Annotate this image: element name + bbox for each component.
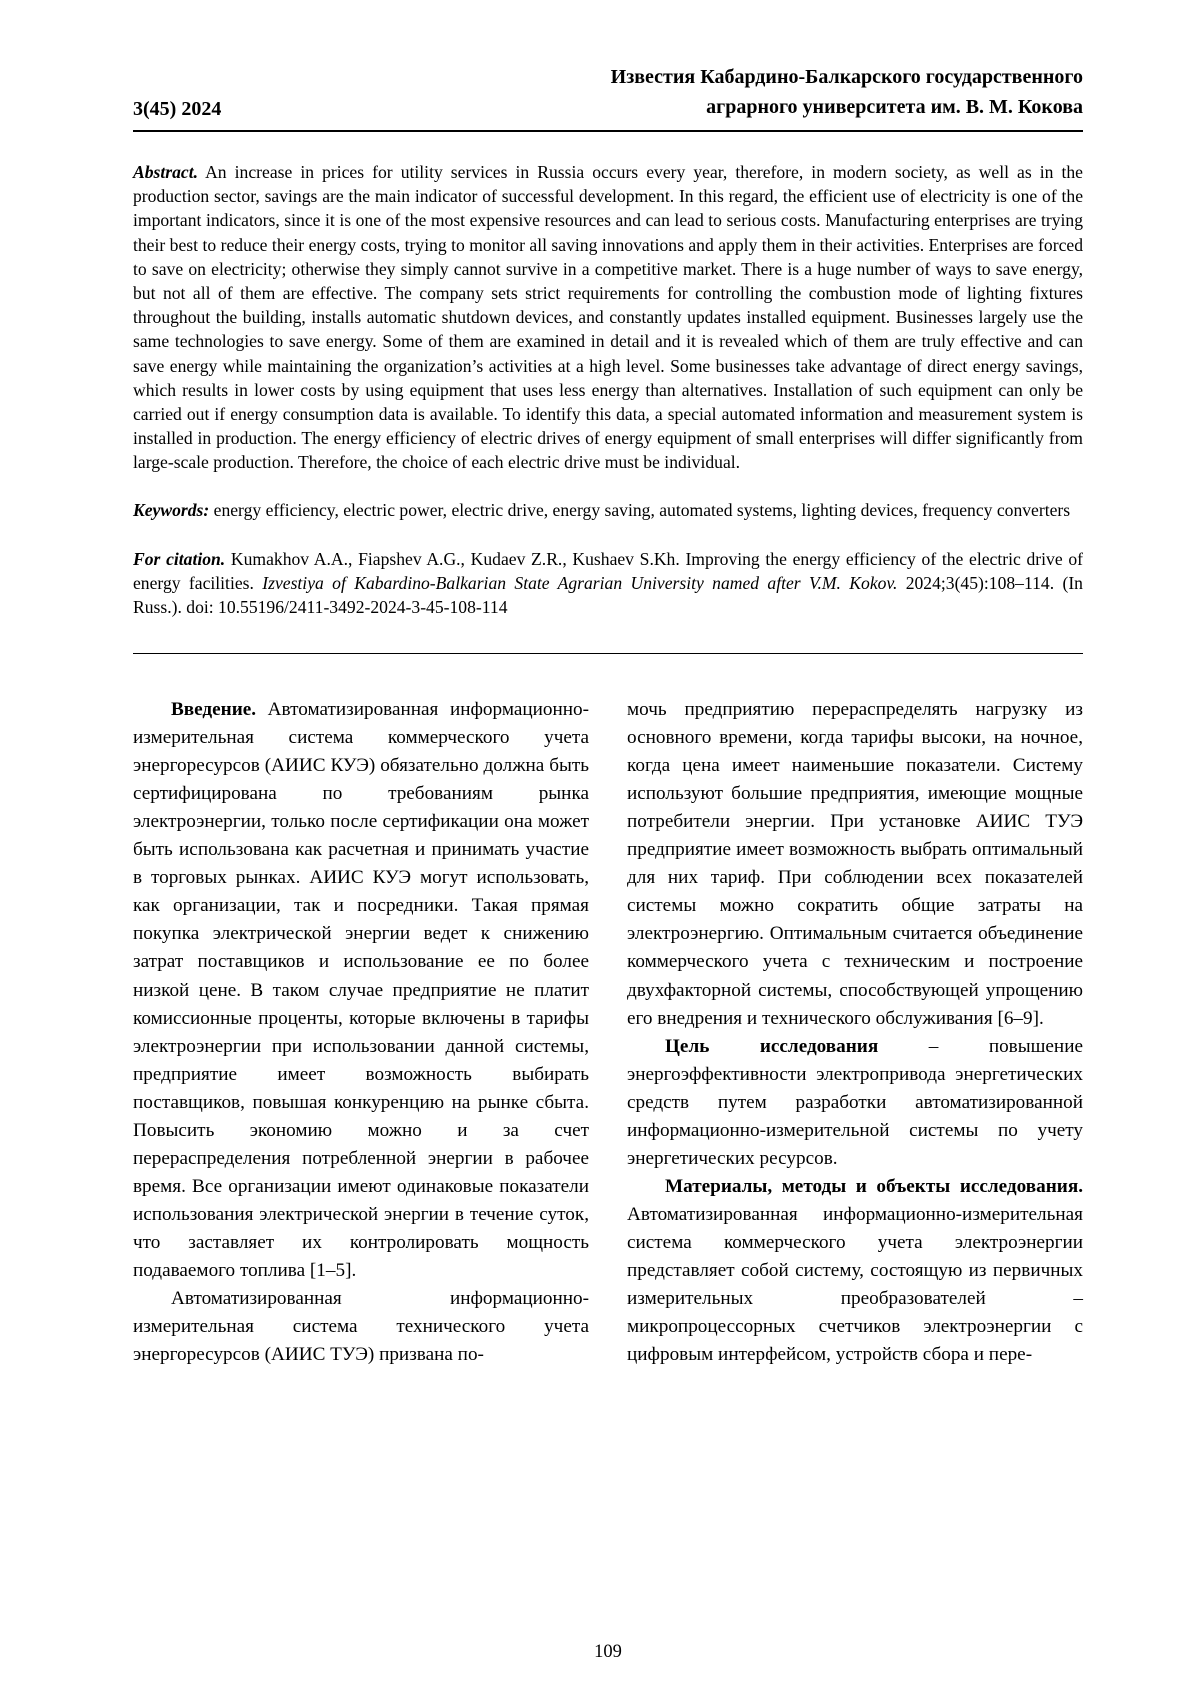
abstract-paragraph bbox=[133, 160, 1083, 474]
journal-title bbox=[611, 62, 1083, 122]
page-footer bbox=[133, 1642, 1083, 1663]
abstract-text: An increase in prices for utility services in Russia occurs every year, therefore, in modern society, as well as in the production sector, savings are the main indicator of successful development. In this regard, the efficient use of electricity is one of the important indicators, since it is one of the most expensive resources and can lead to serious costs. Manufacturing enterprises are trying their best to reduce their energy costs, trying to monitor all saving innovations and apply them in their activities. Enterprises are forced to save on electricity; otherwise they simply cannot survive in a competitive market. There is a huge number of ways to save energy, but not all of them are effective. The company sets strict requirements for controlling the combustion mode of lighting fixtures throughout the building, installs automatic shutdown devices, and constantly updates installed equipment. Businesses largely use the same technologies to save energy. Some of them are examined in detail and it is revealed which of them are truly effective and can save energy while maintaining the organization’s activities at a high level. Some businesses take advantage of direct energy savings, which results in lower costs by using equipment that uses less energy than alternatives. Installation of such equipment can only be carried out if energy consumption data is available. To identify this data, a special automated information and measurement system is installed in production. The energy efficiency of electric drives of energy equipment of small enterprises will differ significantly from large-scale production. Therefore, the choice of each electric drive must be individual. bbox=[133, 162, 1083, 473]
keywords-label: Keywords: bbox=[133, 500, 210, 521]
goal-paragraph bbox=[627, 1033, 1083, 1173]
journal-title-line2: аграрного университета им. В. М. Кокова bbox=[706, 96, 1083, 118]
keywords-paragraph bbox=[133, 498, 1083, 522]
citation-journal-name: Izvestiya of Kabardino-Balkarian State Agrarian University named after V.M. Kokov. bbox=[262, 572, 898, 593]
goal-text: – повышение энергоэффективности электропривода энергетических средств путем разработки автоматизированной информационно-измерительной системы по учету энергетических ресурсов. bbox=[627, 1035, 1083, 1169]
intro-paragraph bbox=[133, 696, 589, 1285]
citation-authors: Kumakhov A.A., Fiapshev A.G., Kudaev Z.R., Kushaev S.Kh. Improving the energy efficiency of the electric drive of energy facilities. bbox=[133, 548, 1083, 593]
two-column-body bbox=[133, 696, 1083, 1369]
materials-heading: Материалы, методы и объекты исследования. bbox=[665, 1175, 1083, 1197]
citation-paragraph bbox=[133, 547, 1083, 620]
citation-label: For citation. bbox=[133, 548, 226, 569]
intro-heading: Введение. bbox=[171, 699, 257, 721]
keywords-text: energy efficiency, electric power, electric drive, energy saving, automated systems, lighting devices, frequency converters bbox=[209, 500, 1071, 521]
materials-text: Автоматизированная информационно-измерительная система коммерческого учета электроэнергии представляет собой систему, состоящую из первичных измерительных преобразователей – микропроцессорных счетчиков электроэнергии с цифровым интерфейсом, устройств сбора и пере- bbox=[627, 1203, 1083, 1365]
left-paragraph-2: Автоматизированная информационно-измерительная система технического учета энергоресурсов (АИИС ТУЭ) призвана по- bbox=[133, 1287, 589, 1365]
abstract-label: Abstract. bbox=[133, 162, 199, 182]
right-paragraph-1: мочь предприятию перераспределять нагрузку из основного времени, когда тарифы высоки, на ночное, когда цена имеет наименьшие показатели. Систему используют большие предприятия, имеющие мощные потребители энергии. При установке АИИС ТУЭ предприятие имеет возможность выбрать оптимальный для них тариф. При соблюдении всех показателей системы можно сократить общие затраты на электроэнергию. Оптимальным считается объединение коммерческого учета с техническим и построение двухфакторной системы, способствующей упрощению его внедрения и технического обслуживания [6–9]. bbox=[627, 699, 1083, 1029]
journal-title-line1: Известия Кабардино-Балкарского государственного bbox=[610, 66, 1083, 88]
citation-tail: 2024;3(45):108–114. (In Russ.). doi: 10.55196/2411-3492-2024-3-45-108-114 bbox=[133, 572, 1083, 617]
right-column bbox=[627, 696, 1083, 1369]
goal-heading: Цель исследования bbox=[665, 1035, 879, 1057]
journal-header bbox=[133, 62, 1083, 122]
page-number: 109 bbox=[594, 1642, 622, 1662]
intro-text: Автоматизированная информационно-измерительная система коммерческого учета энергоресурсов (АИИС КУЭ) обязательно должна быть сертифицирована по требованиям рынка электроэнергии, только после сертификации она может быть использована как расчетная и принимать участие в торговых рынках. АИИС КУЭ могут использовать, как организации, так и посредники. Такая прямая покупка электрической энергии ведет к снижению затрат поставщиков и использование ее по более низкой цене. В таком случае предприятие не платит комиссионные проценты, которые включены в тарифы электроэнергии при использовании данной системы, предприятие имеет возможность выбирать поставщиков, повышая конкуренцию на рынке сбыта. Повысить экономию можно и за счет перераспределения потребленной энергии в рабочее время. Все организации имеют одинаковые показатели использования электрической энергии в течение суток, что заставляет их контролировать мощность подаваемого топлива [1–5]. bbox=[133, 699, 589, 1281]
header-divider bbox=[133, 130, 1083, 132]
left-column bbox=[133, 696, 589, 1369]
section-divider bbox=[133, 653, 1083, 654]
issue-number: 3(45) 2024 bbox=[133, 98, 222, 120]
materials-paragraph bbox=[627, 1173, 1083, 1369]
